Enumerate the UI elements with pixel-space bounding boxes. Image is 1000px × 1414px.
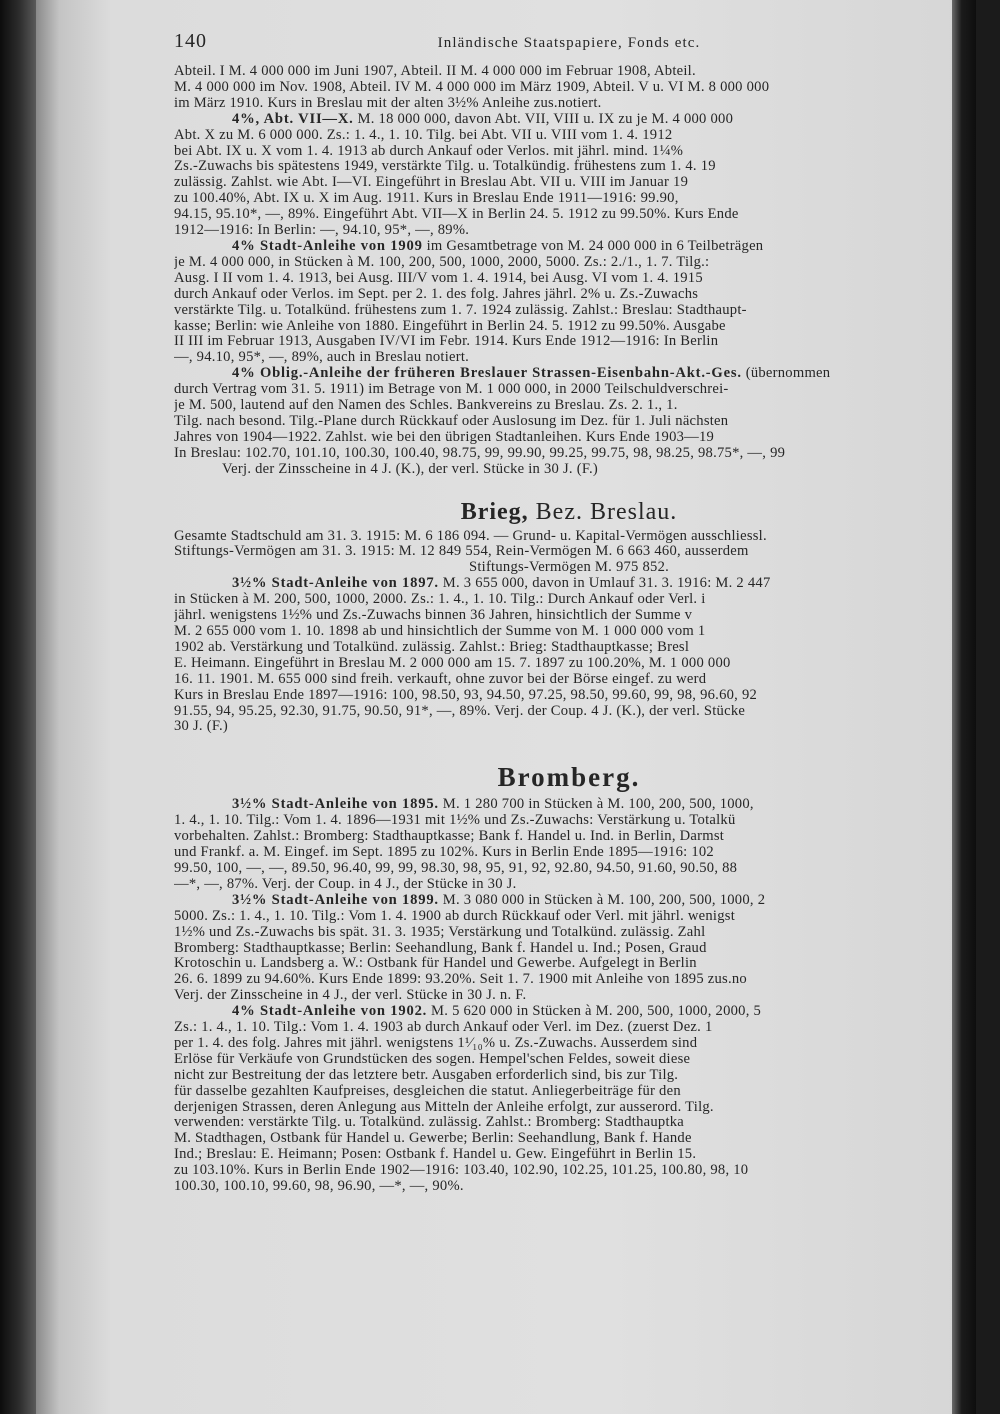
text-line: Tilg. nach besond. Tilg.-Plane durch Rückkauf oder Auslosung im Dez. für 1. Juli nächsten	[174, 413, 729, 429]
text-line: E. Heimann. Eingeführt in Breslau M. 2 000 000 am 15. 7. 1897 zu 100.20%, M. 1 000 000	[174, 655, 731, 671]
text-line: Abt. X zu M. 6 000 000. Zs.: 1. 4., 1. 10. Tilg. bei Abt. VII u. VIII vom 1. 4. 1912	[174, 127, 673, 143]
entry-heading: 4% Stadt-Anleihe von 1909	[232, 238, 423, 254]
entry-heading: 4%, Abt. VII—X.	[232, 111, 354, 127]
entry-bromberg-anleihe-1895	[174, 797, 964, 892]
text-line: II III im Februar 1913, Ausgaben IV/VI im Febr. 1914. Kurs Ende 1912—1916: In Berlin	[174, 334, 719, 350]
entry-first-line	[174, 576, 964, 592]
text-line: Verj. der Zinsscheine in 4 J., der verl. Stücke in 30 J. n. F.	[174, 988, 527, 1004]
page-content	[174, 30, 964, 1195]
entry-first-line-text: im Gesamtbetrage von M. 24 000 000 in 6 Teilbeträgen	[426, 238, 764, 254]
text-line: 100.30, 100.10, 99.60, 98, 96.90, —*, —, 90%.	[174, 1179, 464, 1195]
entry-stadt-anleihe-1909	[174, 239, 964, 366]
city-heading-bromberg	[174, 763, 964, 791]
brieg-summary	[174, 529, 964, 577]
text-line: nicht zur Bestreitung der das letztere betr. Ausgaben erforderlich sind, bis zur Tilg.	[174, 1067, 679, 1083]
text-line: Krotoschin u. Landsberg a. W.: Ostbank für Handel und Gewerbe. Aufgelegt in Berlin	[174, 956, 697, 972]
entry-first-line	[174, 239, 964, 255]
text-line: Kurs in Breslau Ende 1897—1916: 100, 98.50, 93, 94.50, 97.25, 98.50, 99.60, 99, 98, 96.60, 92	[174, 687, 758, 703]
text-line: vorbehalten. Zahlst.: Bromberg: Stadthauptkasse; Bank f. Handel u. Ind. in Berlin, Darmst	[174, 829, 725, 845]
entry-first-line	[174, 1004, 964, 1020]
text-line: 99.50, 100, —, —, 89.50, 96.40, 99, 99, 98.30, 98, 95, 91, 92, 92.80, 94.50, 91.60, 90.50, 88	[174, 860, 738, 876]
text-line: Gesamte Stadtschuld am 31. 3. 1915: M. 6 186 094. — Grund- u. Kapital-Vermögen ausschliessl.	[174, 528, 767, 544]
text-line: per 1. 4. des folg. Jahres mit jährl. wenigstens 1¹⁄₁₀% u. Zs.-Zuwachs. Ausserdem sind	[174, 1035, 698, 1051]
entry-abt-vii-x	[174, 112, 964, 239]
entry-first-line-text: M. 1 280 700 in Stücken à M. 100, 200, 500, 1000,	[442, 797, 754, 813]
text-line: M. Stadthagen, Ostbank für Handel u. Gewerbe; Berlin: Seehandlung, Bank f. Hande	[174, 1131, 692, 1147]
entry-oblig-anleihe	[174, 366, 964, 477]
text-line: jährl. wenigstens 1½% und Zs.-Zuwachs binnen 36 Jahren, hinsichtlich der Summe v	[174, 608, 693, 624]
city-name: Bromberg.	[497, 762, 641, 793]
entry-heading: 3½% Stadt-Anleihe von 1895.	[232, 797, 439, 813]
text-line: Stiftungs-Vermögen am 31. 3. 1915: M. 12 849 554, Rein-Vermögen M. 6 663 460, ausserdem	[174, 544, 749, 560]
entry-first-line-text: M. 5 620 000 in Stücken à M. 200, 500, 1000, 2000, 5	[431, 1004, 762, 1020]
text-line: Bromberg: Stadthauptkasse; Berlin: Seehandlung, Bank f. Handel u. Ind.; Posen, Graud	[174, 940, 707, 956]
entry-bromberg-anleihe-1902	[174, 1004, 964, 1195]
text-line: 1902 ab. Verstärkung und Totalkünd. zulässig. Zahlst.: Brieg: Stadthauptkasse; Bresl	[174, 639, 690, 655]
text-line: je M. 4 000 000, in Stücken à M. 100, 200, 500, 1000, 2000, 5000. Zs.: 2./1., 1. 7. Tilg.:	[174, 254, 710, 270]
running-title: Inländische Staatspapiere, Fonds etc.	[437, 35, 701, 51]
text-line: Verj. der Zinsscheine in 4 J. (K.), der verl. Stücke in 30 J. (F.)	[222, 461, 599, 477]
text-line: Zs.-Zuwachs bis spätestens 1949, verstärkte Tilg. u. Totalkündig. frühestens zum 1. 4. 19	[174, 159, 716, 175]
text-line: M. 2 655 000 vom 1. 10. 1898 ab und hinsichtlich der Summe von M. 1 000 000 vom 1	[174, 624, 706, 639]
entry-first-line	[174, 797, 964, 813]
entry-first-line-text: (übernommen	[745, 366, 831, 382]
text-line: Ausg. I II vom 1. 4. 1913, bei Ausg. III/V vom 1. 4. 1914, bei Ausg. VI vom 1. 4. 1915	[174, 270, 703, 286]
entry-heading: 4% Oblig.-Anleihe der früheren Breslauer Strassen-Eisenbahn-Akt.-Ges.	[232, 366, 742, 382]
text-line: und Frankf. a. M. Eingef. im Sept. 1895 zu 102%. Kurs in Berlin Ende 1895—1916: 102	[174, 845, 714, 861]
entry-first-line	[174, 366, 964, 382]
text-line: Ind.; Breslau: E. Heimann; Posen: Ostbank f. Handel u. Gew. Eingeführt in Berlin 15.	[174, 1147, 697, 1163]
entry-heading: 3½% Stadt-Anleihe von 1897.	[232, 576, 439, 592]
entry-bromberg-anleihe-1899	[174, 893, 964, 1004]
entry-first-line-text: M. 3 655 000, davon in Umlauf 31. 3. 1916: M. 2 447	[442, 576, 771, 592]
entry-brieg-anleihe-1897	[174, 576, 964, 735]
text-line: 5000. Zs.: 1. 4., 1. 10. Tilg.: Vom 1. 4. 1900 ab durch Rückkauf oder Verl. mit jährl. wenigst	[174, 908, 736, 924]
text-line: M. 4 000 000 im Nov. 1908, Abteil. IV M. 4 000 000 im März 1909, Abteil. V u. VI M. 8 000 000	[174, 79, 770, 95]
text-line: zulässig. Zahlst. wie Abt. I—VI. Eingeführt in Breslau Abt. VII u. VIII im Januar 19	[174, 175, 689, 191]
text-line: in Stücken à M. 200, 500, 1000, 2000. Zs.: 1. 4., 1. 10. Tilg.: Durch Ankauf oder Verl. i	[174, 592, 706, 608]
text-line: zu 100.40%, Abt. IX u. X im Aug. 1911. Kurs in Breslau Ende 1911—1916: 99.90,	[174, 191, 679, 207]
text-line: 30 J. (F.)	[174, 719, 229, 735]
text-line: je M. 500, lautend auf den Namen des Schles. Bankvereins zu Breslau. Zs. 2. 1., 1.	[174, 398, 678, 414]
text-line: —*, —, 87%. Verj. der Coup. in 4 J., der Stücke in 30 J.	[174, 876, 517, 892]
entry-first-line-text: M. 18 000 000, davon Abt. VII, VIII u. IX zu je M. 4 000 000	[357, 111, 734, 127]
city-district: Bez. Breslau.	[535, 498, 678, 525]
text-line: durch Ankauf oder Verlos. im Sept. per 2. 1. des folg. Jahres jährl. 2% u. Zs.-Zuwachs	[174, 286, 699, 302]
text-line: 1. 4., 1. 10. Tilg.: Vom 1. 4. 1896—1931 mit 1½% und Zs.-Zuwachs: Verstärkung u. Totalkü	[174, 813, 736, 829]
text-line: Zs.: 1. 4., 1. 10. Tilg.: Vom 1. 4. 1903 ab durch Ankauf oder Verl. im Dez. (zuerst Dez. 1	[174, 1020, 713, 1036]
text-line: 91.55, 94, 95.25, 92.30, 91.75, 90.50, 91*, —, 89%. Verj. der Coup. 4 J. (K.), der verl. Stücke	[174, 703, 746, 719]
text-line: durch Vertrag vom 31. 5. 1911) im Betrage von M. 1 000 000, in 2000 Teilschuldverschrei-	[174, 382, 729, 398]
text-line: 94.15, 95.10*, —, 89%. Eingeführt Abt. VII—X in Berlin 24. 5. 1912 zu 99.50%. Kurs Ende	[174, 207, 739, 223]
entry-first-line	[174, 112, 964, 128]
page-number: 140	[174, 30, 207, 52]
text-line: 1½% und Zs.-Zuwachs bis spät. 31. 3. 1935; Verstärkung und Totalkünd. zulässig. Zahl	[174, 924, 706, 940]
text-line: zu 103.10%. Kurs in Berlin Ende 1902—1916: 103.40, 102.90, 102.25, 101.25, 100.80, 98, 10	[174, 1163, 749, 1179]
text-line: derjenigen Strassen, deren Anlegung aus Mitteln der Anleihe erfolgt, zur ausserord. Tilg.	[174, 1099, 714, 1115]
entry-first-line-text: M. 3 080 000 in Stücken à M. 100, 200, 500, 1000, 2	[442, 892, 766, 908]
text-line: 26. 6. 1899 zu 94.60%. Kurs Ende 1899: 93.20%. Seit 1. 7. 1900 mit Anleihe von 1895 zus.no	[174, 972, 747, 988]
book-spine	[0, 0, 36, 1414]
text-line: In Breslau: 102.70, 101.10, 100.30, 100.40, 98.75, 99, 99.90, 99.25, 99.75, 98, 98.25, 98.75*, —, 99	[174, 445, 786, 461]
text-line: für dasselbe gezahlten Kaufpreises, desgleichen die statut. Anliegerbeiträge für den	[174, 1083, 681, 1099]
text-line: 1912—1916: In Berlin: —, 94.10, 95*, —, 89%.	[174, 223, 470, 239]
text-line: im März 1910. Kurs in Breslau mit der alten 3½% Anleihe zus.notiert.	[174, 95, 602, 111]
breslau-continuation	[174, 64, 964, 112]
text-line: verwenden: verstärkte Tilg. u. Totalkünd. zulässig. Zahlst.: Bromberg: Stadthauptka	[174, 1115, 685, 1131]
text-line: Stiftungs-Vermögen M. 975 852.	[468, 560, 670, 576]
city-heading-brieg	[174, 498, 964, 526]
text-line: Jahres von 1904—1922. Zahlst. wie bei den übrigen Stadtanleihen. Kurs Ende 1903—19	[174, 429, 715, 445]
text-line: bei Abt. IX u. X vom 1. 4. 1913 ab durch Ankauf oder Verlos. mit jährl. mind. 1¼%	[174, 143, 684, 159]
entry-heading: 3½% Stadt-Anleihe von 1899.	[232, 892, 439, 908]
text-line: 16. 11. 1901. M. 655 000 sind freih. verkauft, ohne zuvor bei der Börse eingef. zu werd	[174, 671, 707, 687]
text-line: Abteil. I M. 4 000 000 im Juni 1907, Abteil. II M. 4 000 000 im Februar 1908, Abteil.	[174, 64, 696, 79]
text-line: verstärkte Tilg. u. Totalkünd. frühestens zum 1. 7. 1924 zulässig. Zahlst.: Breslau: Stadthaupt-	[174, 302, 747, 318]
text-line: kasse; Berlin: wie Anleihe von 1880. Eingeführt in Berlin 24. 5. 1912 zu 99.50%. Ausgabe	[174, 318, 726, 334]
text-line: —, 94.10, 95*, —, 89%, auch in Breslau notiert.	[174, 350, 470, 366]
entry-heading: 4% Stadt-Anleihe von 1902.	[232, 1004, 428, 1020]
text-line: Erlöse für Verkäufe von Grundstücken des sogen. Hempel'schen Feldes, soweit diese	[174, 1051, 691, 1067]
city-name: Brieg,	[460, 498, 529, 525]
running-head	[174, 30, 964, 60]
entry-first-line	[174, 893, 964, 909]
book-page	[36, 0, 976, 1414]
